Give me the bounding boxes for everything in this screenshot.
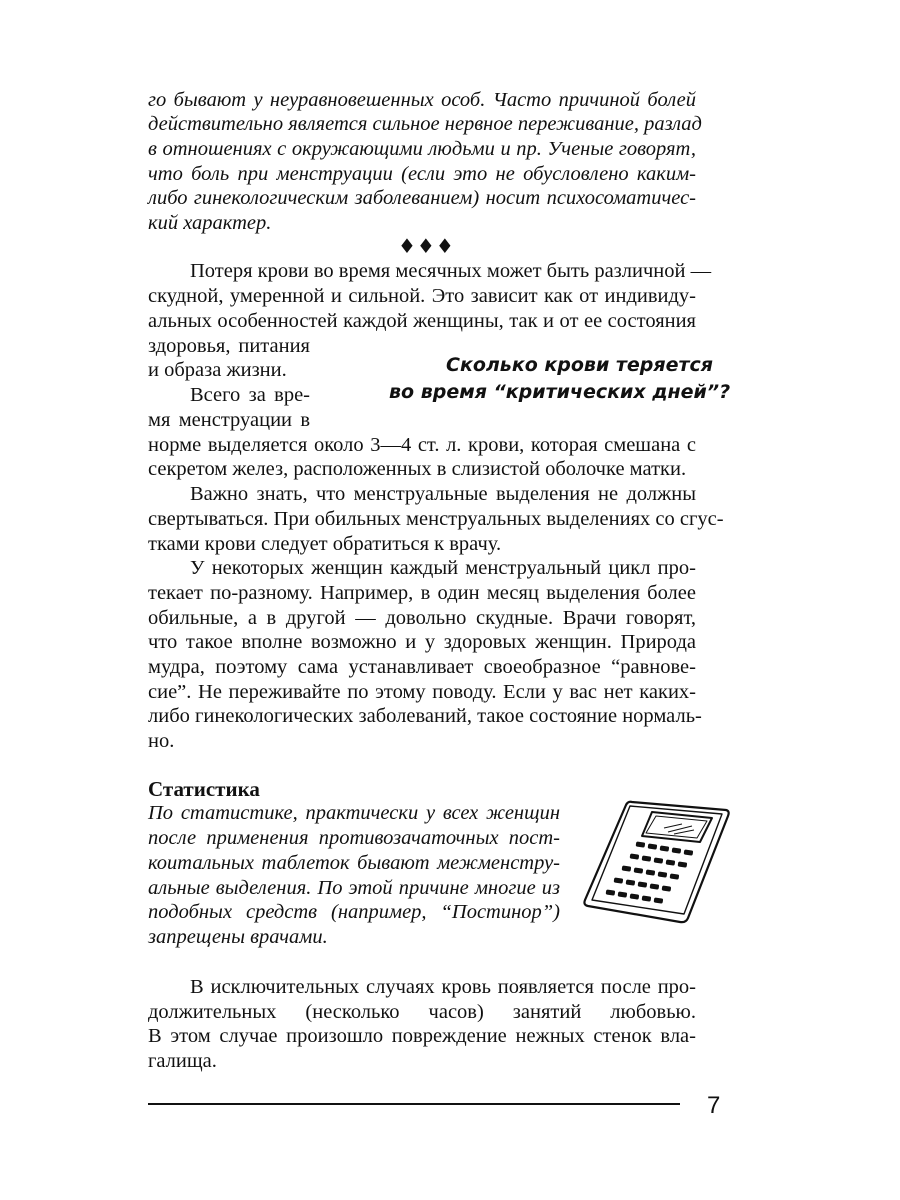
book-page: го бывают у неуравновешенных особ. Часто причиной болей действительно является сильное нервное переживание, разлад в отношениях с окружающими людьми и пр. Ученые говорят, что боль при менструации (если это не обусловлено каким- либо гинекологическим заболеванием) носит психосоматичес- кий характер. ♦♦♦ Потеря крови во время месячных может быть различной — скудной, умеренной и сильной. Это зависит как от индивиду- альных особенностей каждой женщины, так и от ее состояния здоровья, питания и образа жизни. Сколько крови теряется во время “критических дней”? Всего за вре- мя менструации в норме выделяется около 3—4 ст. л. крови, которая смешана с секретом желез, расположенных в слизистой оболочке матки. Важно знать, что менструальные выделения не должны свертываться. При обильных менструальных выделениях со сгус- тками крови следует обратиться к врачу. У некоторых женщин каждый менструальный цикл про- текает по-разному. Например, в один месяц выделения более обильные, а в другой — довольно скудные. Врачи говорят, что такое вполне возможно и у здоровых женщин. Природа мудра, поэтому сама устанавливает своеобразное “равнове- сие”. Не переживайте по этому поводу. Если у вас нет каких- либо гинекологических заболеваний, такое состояние нормаль- но. Статистика По статистике, практически у всех женщин после применения противозачаточных пост- коитальных таблеток бывают межменстру- альные выделения. По этой причине многие из подобных средств (например, “Постинор”) запрещены врачами. В исключительных случаях кровь появляется после про- должительных (несколько часов) занятий любовью. В этом случае произошло повреждение нежных стенок вла- галища. 7	[148, 89, 731, 1119]
text-line: секретом желез, расположенных в слизистой оболочке матки.	[148, 458, 687, 480]
side-heading-line: Сколько крови теряется	[446, 354, 713, 376]
page-number: 7	[707, 1092, 721, 1119]
side-heading-line: во время “критических дней”?	[389, 381, 731, 403]
statistics-title: Статистика	[148, 777, 260, 801]
calculator-icon	[582, 796, 732, 926]
text-line: запрещены врачами.	[148, 926, 328, 948]
text-line: но.	[148, 730, 175, 752]
text-line: тками крови следует обратиться к врачу.	[148, 533, 502, 555]
footer-rule	[148, 1103, 680, 1105]
text-line: галища.	[148, 1050, 217, 1072]
text-line: кий характер.	[148, 212, 272, 234]
section-separator: ♦♦♦	[398, 234, 455, 258]
text-line: и образа жизни.	[148, 359, 287, 381]
